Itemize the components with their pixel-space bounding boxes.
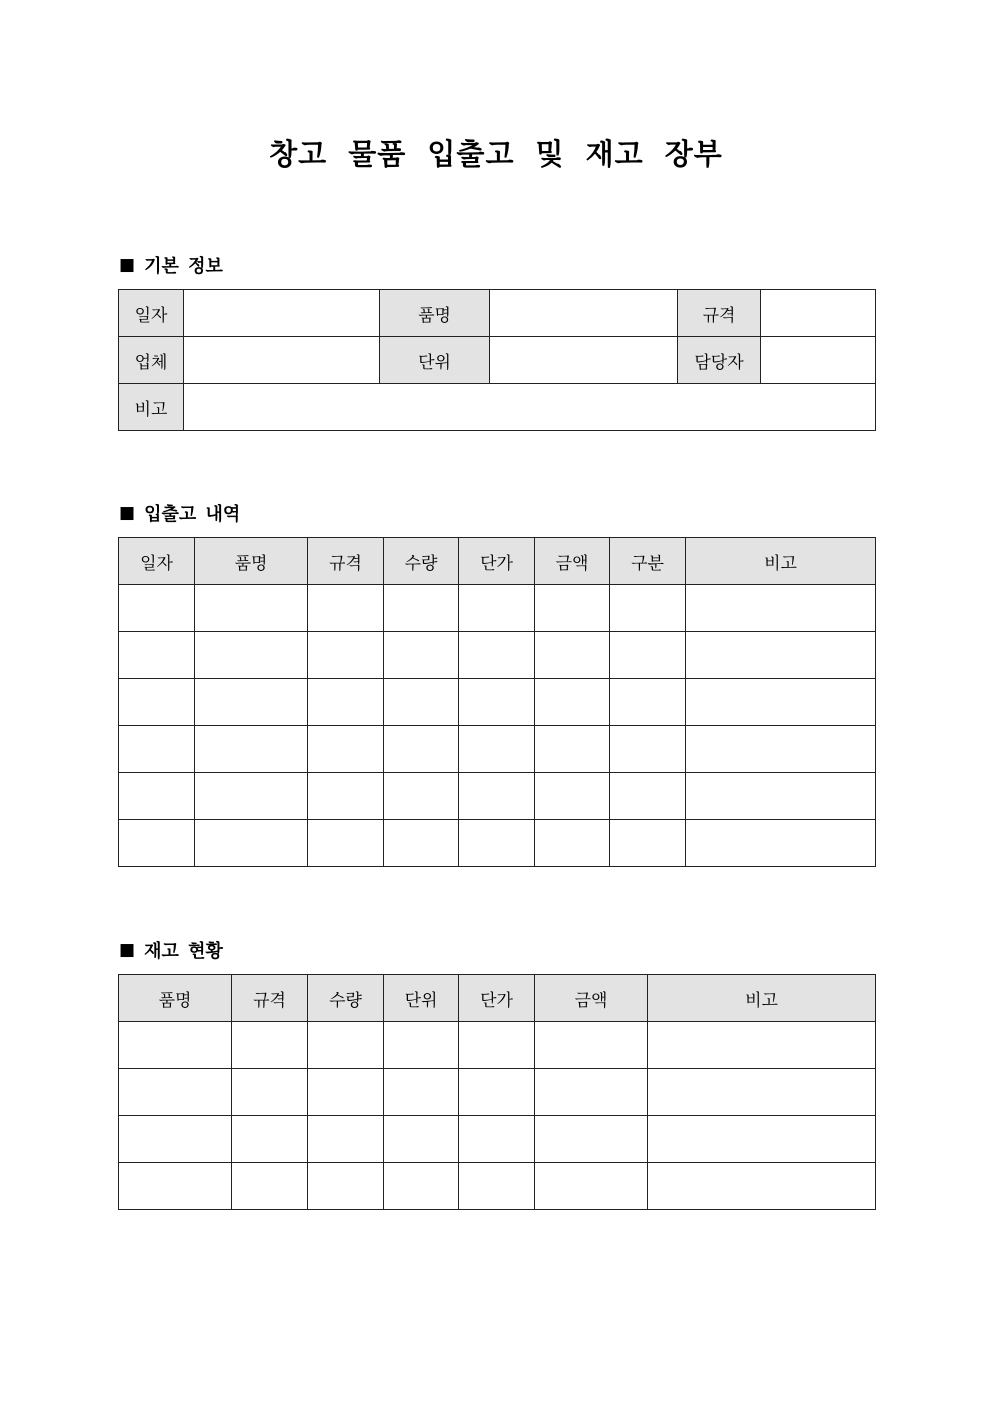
table-cell[interactable] — [308, 679, 384, 726]
table-cell[interactable] — [610, 585, 686, 632]
table-cell[interactable] — [119, 585, 195, 632]
table-row — [119, 1163, 876, 1210]
manager-field[interactable] — [761, 337, 876, 384]
table-cell[interactable] — [535, 1116, 648, 1163]
table-cell[interactable] — [648, 1116, 876, 1163]
unit-field[interactable] — [490, 337, 678, 384]
table-cell[interactable] — [308, 1069, 384, 1116]
table-cell[interactable] — [610, 820, 686, 867]
table-cell[interactable] — [610, 679, 686, 726]
table-cell[interactable] — [384, 726, 459, 773]
table-cell[interactable] — [459, 1116, 535, 1163]
table-cell[interactable] — [384, 632, 459, 679]
column-header: 단위 — [384, 975, 459, 1022]
basic-info-heading — [119, 252, 223, 278]
table-cell[interactable] — [459, 726, 535, 773]
table-cell[interactable] — [232, 1069, 308, 1116]
table-cell[interactable] — [535, 1163, 648, 1210]
label-date: 일자 — [119, 290, 184, 337]
table-row — [119, 585, 876, 632]
table-cell[interactable] — [119, 773, 195, 820]
table-cell[interactable] — [119, 1069, 232, 1116]
table-cell[interactable] — [308, 585, 384, 632]
table-cell[interactable] — [610, 632, 686, 679]
column-header: 금액 — [535, 975, 648, 1022]
table-cell[interactable] — [195, 820, 308, 867]
table-cell[interactable] — [384, 1022, 459, 1069]
table-cell[interactable] — [308, 1163, 384, 1210]
column-header: 수량 — [384, 538, 459, 585]
label-remarks: 비고 — [119, 384, 184, 431]
page-title: 창고 물품 입출고 및 재고 장부 — [269, 137, 723, 171]
column-header: 단가 — [459, 538, 535, 585]
io-history-table — [118, 537, 876, 867]
table-cell[interactable] — [459, 585, 535, 632]
table-cell[interactable] — [384, 1116, 459, 1163]
basic-info-heading-text: 기본 정보 — [144, 256, 223, 277]
square-bullet-icon: ■ — [119, 940, 136, 960]
table-cell[interactable] — [384, 679, 459, 726]
table-cell[interactable] — [459, 773, 535, 820]
table-cell[interactable] — [459, 1163, 535, 1210]
table-cell[interactable] — [648, 1163, 876, 1210]
table-cell[interactable] — [459, 679, 535, 726]
item-name-field[interactable] — [490, 290, 678, 337]
table-row — [119, 820, 876, 867]
table-cell[interactable] — [384, 585, 459, 632]
column-header: 단가 — [459, 975, 535, 1022]
table-cell[interactable] — [119, 820, 195, 867]
table-cell[interactable] — [119, 1022, 232, 1069]
date-field[interactable] — [184, 290, 380, 337]
stock-status-heading — [119, 937, 223, 963]
table-cell[interactable] — [119, 726, 195, 773]
table-cell[interactable] — [384, 1069, 459, 1116]
table-cell[interactable] — [686, 820, 876, 867]
column-header: 비고 — [686, 538, 876, 585]
table-cell[interactable] — [119, 1116, 232, 1163]
table-cell[interactable] — [384, 820, 459, 867]
table-cell[interactable] — [535, 679, 610, 726]
table-cell[interactable] — [308, 773, 384, 820]
table-cell[interactable] — [119, 1163, 232, 1210]
label-unit: 단위 — [380, 337, 490, 384]
table-cell[interactable] — [686, 632, 876, 679]
table-cell[interactable] — [195, 632, 308, 679]
table-cell[interactable] — [459, 820, 535, 867]
table-cell[interactable] — [535, 820, 610, 867]
stock-status-table — [118, 974, 876, 1210]
table-row — [119, 632, 876, 679]
table-cell[interactable] — [648, 1022, 876, 1069]
column-header: 규격 — [232, 975, 308, 1022]
table-cell[interactable] — [308, 820, 384, 867]
table-cell[interactable] — [195, 585, 308, 632]
column-header: 품명 — [195, 538, 308, 585]
basic-info-table — [118, 289, 876, 431]
table-cell[interactable] — [384, 773, 459, 820]
io-history-heading-text: 입출고 내역 — [144, 504, 241, 525]
table-row — [119, 679, 876, 726]
table-cell[interactable] — [232, 1116, 308, 1163]
spec-field[interactable] — [761, 290, 876, 337]
table-row — [119, 773, 876, 820]
table-cell[interactable] — [119, 632, 195, 679]
table-cell[interactable] — [195, 726, 308, 773]
table-cell[interactable] — [119, 679, 195, 726]
table-cell[interactable] — [686, 679, 876, 726]
table-cell[interactable] — [686, 726, 876, 773]
label-spec: 규격 — [678, 290, 761, 337]
io-header-row — [119, 538, 876, 585]
square-bullet-icon: ■ — [119, 255, 136, 275]
table-cell[interactable] — [535, 1022, 648, 1069]
table-cell[interactable] — [535, 773, 610, 820]
label-item-name: 품명 — [380, 290, 490, 337]
table-cell[interactable] — [308, 632, 384, 679]
column-header: 금액 — [535, 538, 610, 585]
table-cell[interactable] — [535, 1069, 648, 1116]
column-header: 규격 — [308, 538, 384, 585]
table-cell[interactable] — [459, 1022, 535, 1069]
table-cell[interactable] — [686, 585, 876, 632]
stock-status-heading-text: 재고 현황 — [144, 941, 223, 962]
table-cell[interactable] — [308, 726, 384, 773]
column-header: 구분 — [610, 538, 686, 585]
table-row — [119, 1069, 876, 1116]
table-cell[interactable] — [459, 632, 535, 679]
square-bullet-icon: ■ — [119, 503, 136, 523]
table-row — [119, 1022, 876, 1069]
table-cell[interactable] — [535, 632, 610, 679]
stock-header-row — [119, 975, 876, 1022]
table-cell[interactable] — [195, 679, 308, 726]
remarks-field[interactable] — [184, 384, 876, 431]
table-cell[interactable] — [308, 1022, 384, 1069]
table-cell[interactable] — [610, 726, 686, 773]
io-history-heading — [119, 500, 240, 526]
column-header: 비고 — [648, 975, 876, 1022]
table-row — [119, 1116, 876, 1163]
column-header: 품명 — [119, 975, 232, 1022]
table-cell[interactable] — [232, 1022, 308, 1069]
table-cell[interactable] — [535, 726, 610, 773]
table-cell[interactable] — [232, 1163, 308, 1210]
table-cell[interactable] — [648, 1069, 876, 1116]
column-header: 수량 — [308, 975, 384, 1022]
label-vendor: 업체 — [119, 337, 184, 384]
vendor-field[interactable] — [184, 337, 380, 384]
column-header: 일자 — [119, 538, 195, 585]
table-cell[interactable] — [610, 773, 686, 820]
table-cell[interactable] — [308, 1116, 384, 1163]
table-cell[interactable] — [459, 1069, 535, 1116]
table-cell[interactable] — [195, 773, 308, 820]
table-cell[interactable] — [384, 1163, 459, 1210]
label-manager: 담당자 — [678, 337, 761, 384]
table-row — [119, 726, 876, 773]
table-cell[interactable] — [535, 585, 610, 632]
table-cell[interactable] — [686, 773, 876, 820]
